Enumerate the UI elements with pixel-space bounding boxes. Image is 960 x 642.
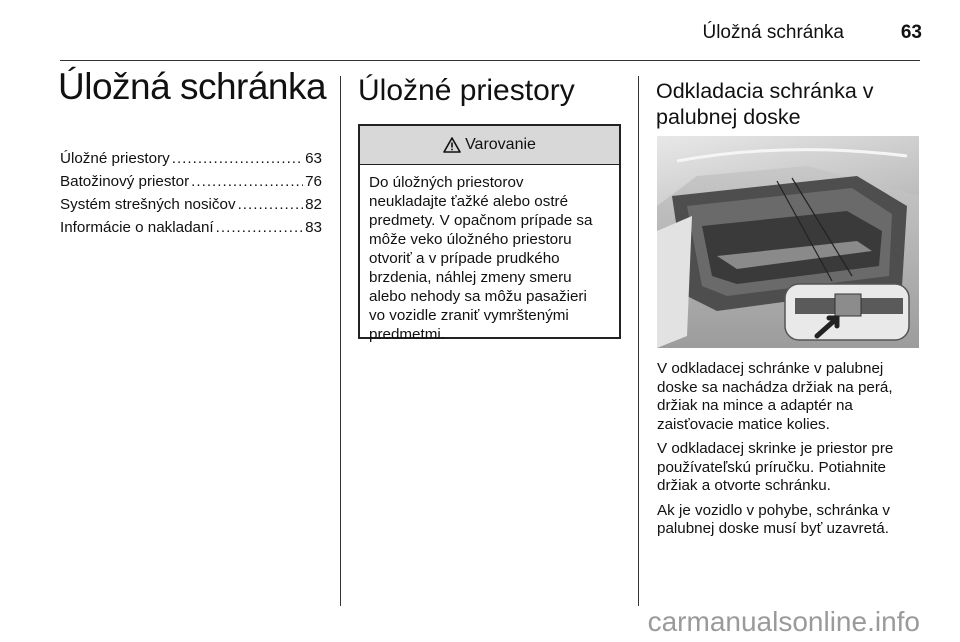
toc-leader bbox=[191, 173, 303, 190]
page-number: 63 bbox=[900, 22, 922, 43]
subsection-title-line: Odkladacia schránka v bbox=[656, 79, 874, 103]
toc-leader bbox=[172, 150, 303, 167]
text-line: V odkladacej skrinke je priestor pre bbox=[657, 440, 894, 457]
toc-entry-page: 82 bbox=[305, 196, 322, 213]
text-line: používateľskú príručku. Potiahnite bbox=[657, 458, 886, 476]
warning-title: Varovanie bbox=[465, 136, 536, 153]
body-text bbox=[657, 360, 919, 545]
column-divider bbox=[340, 76, 341, 606]
section-title: Úložné priestory bbox=[358, 74, 575, 107]
text-line: držiak na mince a adaptér na bbox=[657, 397, 853, 414]
text-line: palubnej doske musí byť uzavretá. bbox=[657, 520, 889, 537]
text-line: doske sa nachádza držiak na perá, bbox=[657, 378, 893, 396]
warning-line: alebo nehody sa môžu pasažieri bbox=[369, 288, 587, 305]
toc-entry-text: Systém strešných nosičov bbox=[60, 196, 236, 213]
toc-entry-page: 63 bbox=[305, 150, 322, 167]
toc-entry-page: 76 bbox=[305, 173, 322, 190]
watermark: carmanualsonline.info bbox=[647, 606, 920, 637]
warning-header bbox=[360, 126, 619, 165]
paragraph bbox=[657, 440, 919, 496]
toc-entry-text: Úložné priestory bbox=[60, 150, 170, 167]
text-line: držiak a otvorte schránku. bbox=[657, 477, 831, 494]
warning-line: neukladajte ťažké alebo ostré bbox=[369, 193, 569, 210]
toc-entry-text: Batožinový priestor bbox=[60, 173, 190, 190]
warning-line: môže veko úložného priestoru bbox=[369, 231, 572, 248]
subsection-title bbox=[656, 78, 918, 130]
warning-box bbox=[358, 124, 621, 343]
toc-leader bbox=[238, 196, 304, 213]
warning-line: otvoriť a v prípade prudkého bbox=[369, 250, 560, 267]
header-rule bbox=[60, 60, 920, 61]
warning-line: Do úložných priestorov bbox=[369, 174, 524, 191]
warning-line: brzdenia, náhlej zmeny smeru bbox=[369, 269, 572, 286]
toc-entry[interactable] bbox=[60, 173, 322, 196]
running-title: Úložná schránka bbox=[702, 22, 844, 43]
warning-line: predmetmi. bbox=[369, 326, 445, 343]
text-line: V odkladacej schránke v palubnej bbox=[657, 360, 884, 377]
text-line: zaisťovacie matice kolies. bbox=[657, 415, 830, 433]
toc-entry[interactable] bbox=[60, 196, 322, 219]
toc-leader bbox=[216, 219, 303, 236]
toc-entry-text: Informácie o nakladaní bbox=[60, 219, 214, 236]
warning-triangle-icon bbox=[443, 137, 461, 153]
warning-text bbox=[360, 165, 619, 344]
warning-line: predmety. V opačnom prípade sa bbox=[369, 212, 593, 229]
table-of-contents bbox=[60, 150, 322, 242]
paragraph bbox=[657, 502, 919, 539]
subsection-title-line: palubnej doske bbox=[656, 105, 801, 129]
toc-entry[interactable] bbox=[60, 150, 322, 173]
column-divider bbox=[638, 76, 639, 606]
toc-entry[interactable] bbox=[60, 219, 322, 242]
text-line: Ak je vozidlo v pohybe, schránka v bbox=[657, 501, 890, 519]
toc-entry-page: 83 bbox=[305, 219, 322, 236]
chapter-title: Úložná schránka bbox=[58, 66, 327, 107]
glovebox-illustration bbox=[657, 136, 919, 348]
paragraph bbox=[657, 360, 919, 434]
warning-line: vo vozidle zraniť vymrštenými bbox=[369, 307, 569, 324]
